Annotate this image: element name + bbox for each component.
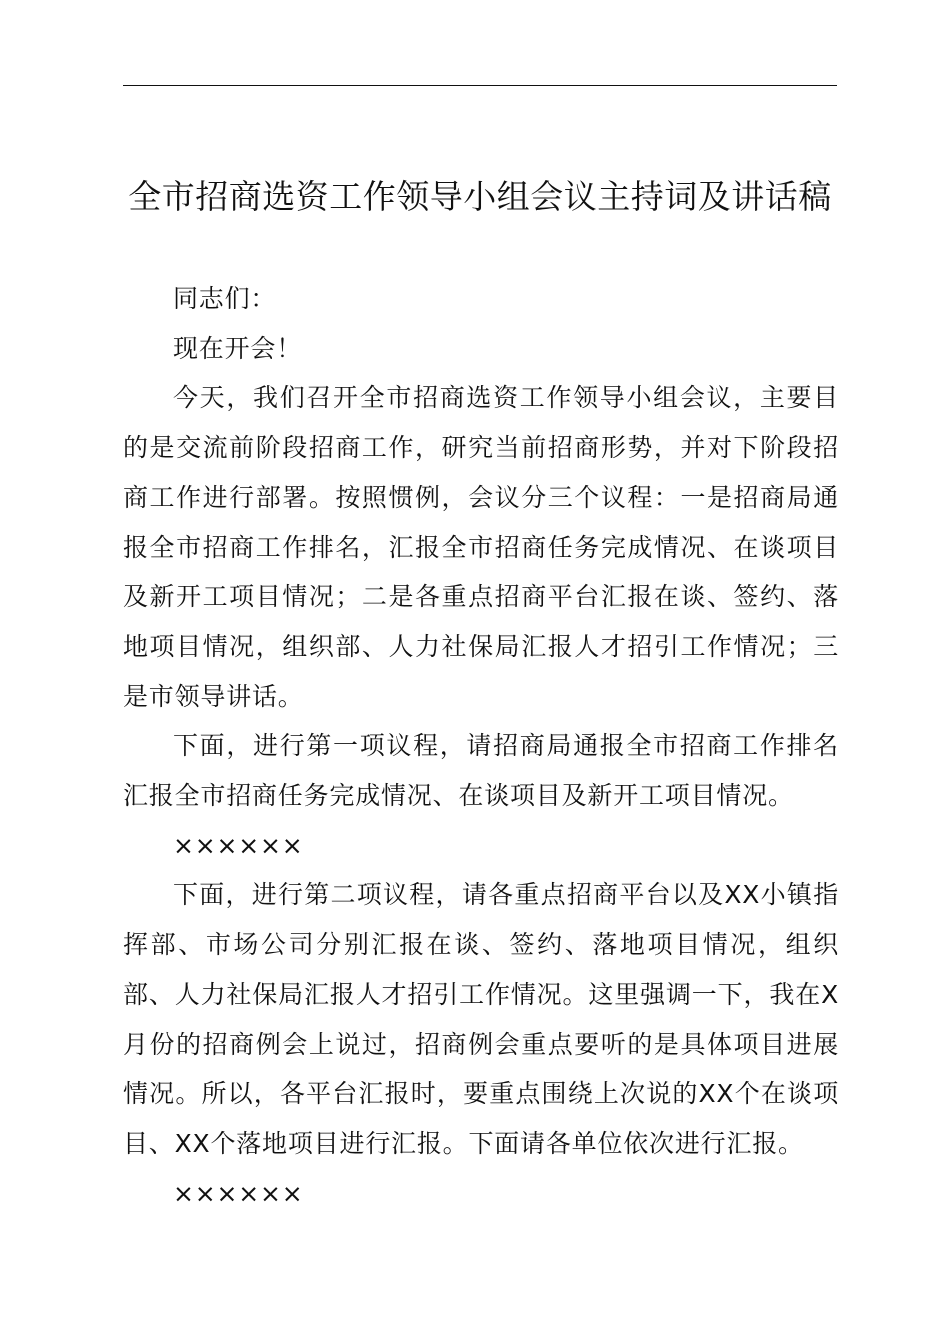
paragraph-first-item: 下面，进行第一项议程，请招商局通报全市招商工作排名汇报全市招商任务完成情况、在谈项目及新开工项目情况。 bbox=[123, 731, 839, 811]
header-rule bbox=[123, 85, 837, 86]
placeholder-mark: ×××××× bbox=[173, 1178, 304, 1208]
document-title: 全市招商选资工作领导小组会议主持词及讲话稿 bbox=[128, 177, 832, 217]
paragraph-second-item: 下面，进行第二项议程，请各重点招商平台以及XX小镇指挥部、市场公司分别汇报在谈、签约、落地项目情况，组织部、人力社保局汇报人才招引工作情况。这里强调一下，我在X月份的招商例会上说过，招商例会重点要听的是具体项目进展情况。所以，各平台汇报时，要重点围绕上次说的XX个在谈项目、XX个落地项目进行汇报。下面请各单位依次进行汇报。 bbox=[123, 880, 839, 1158]
document-body bbox=[123, 274, 839, 1218]
paragraph-agenda: 今天，我们召开全市招商选资工作领导小组会议，主要目的是交流前阶段招商工作，研究当前招商形势，并对下阶段招商工作进行部署。按照惯例，会议分三个议程：一是招商局通报全市招商工作排名，汇报全市招商任务完成情况、在谈项目及新开工项目情况；二是各重点招商平台汇报在谈、签约、落地项目情况，组织部、人力社保局汇报人才招引工作情况；三是市领导讲话。 bbox=[123, 383, 839, 711]
salutation: 同志们： bbox=[173, 284, 277, 313]
placeholder-mark: ×××××× bbox=[173, 830, 304, 860]
paragraph-opening: 现在开会！ bbox=[173, 333, 303, 363]
